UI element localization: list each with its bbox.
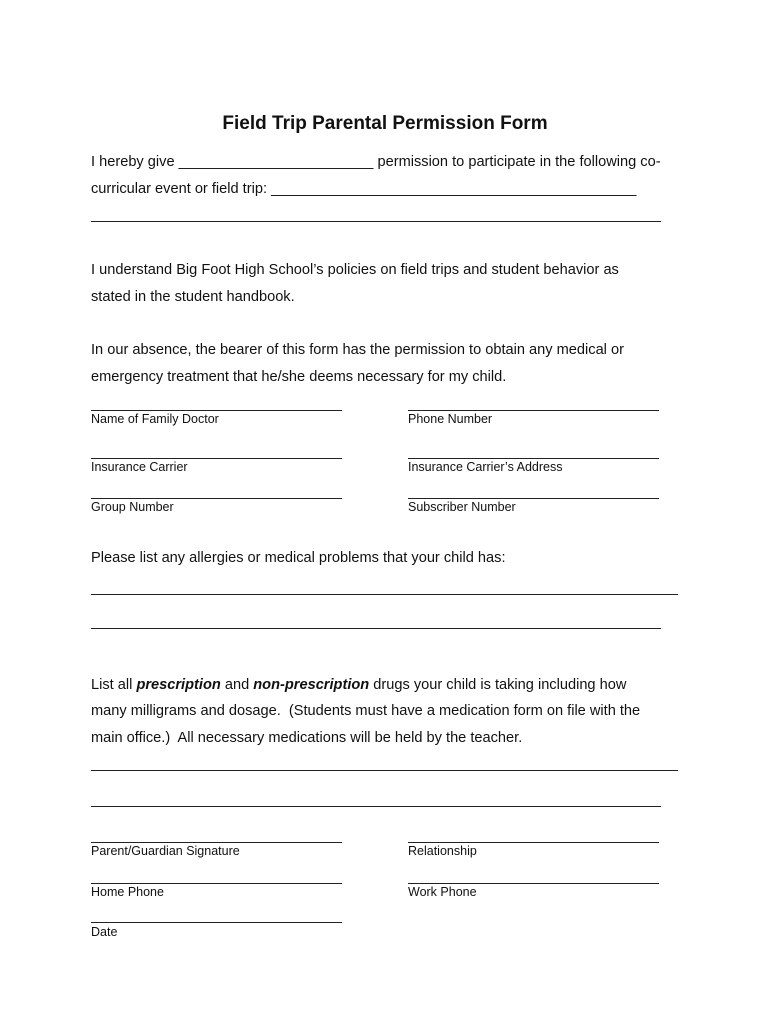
- insurance-carrier-line[interactable]: [91, 458, 342, 459]
- drugs-suffix: drugs your child is taking including how: [373, 677, 627, 693]
- date-line[interactable]: [91, 922, 342, 923]
- drugs-text-line-2: many milligrams and dosage. (Students must have a medication form on file with the: [91, 703, 641, 719]
- event-prefix: curricular event or field trip:: [91, 181, 268, 197]
- permission-suffix: permission to participate in the following co-: [377, 154, 661, 170]
- phone-number-label: Phone Number: [408, 412, 493, 426]
- student-name-blank[interactable]: ________________________: [178, 154, 374, 170]
- home-phone-line[interactable]: [91, 883, 342, 884]
- work-phone-line[interactable]: [408, 883, 659, 884]
- permission-line-1: [91, 154, 661, 170]
- group-number-label: Group Number: [91, 500, 174, 514]
- drugs-text-line-1: [91, 677, 626, 693]
- page-title: Field Trip Parental Permission Form: [222, 113, 548, 134]
- home-phone-label: Home Phone: [91, 885, 164, 899]
- family-doctor-line[interactable]: [91, 410, 342, 411]
- drugs-prefix: List all: [91, 677, 133, 693]
- policy-text-line-2: stated in the student handbook.: [91, 289, 295, 305]
- event-blank[interactable]: _____________________________________________: [271, 181, 637, 197]
- non-prescription-emphasis: non-prescription: [253, 677, 370, 693]
- permission-prefix: I hereby give: [91, 154, 175, 170]
- permission-line-2: [91, 181, 636, 197]
- event-continuation-line[interactable]: [91, 221, 661, 222]
- allergies-line-1[interactable]: [91, 594, 678, 595]
- subscriber-number-line[interactable]: [408, 498, 659, 499]
- relationship-line[interactable]: [408, 842, 659, 843]
- parent-signature-line[interactable]: [91, 842, 342, 843]
- drugs-and: and: [224, 677, 250, 693]
- subscriber-number-label: Subscriber Number: [408, 500, 516, 514]
- work-phone-label: Work Phone: [408, 885, 477, 899]
- group-number-line[interactable]: [91, 498, 342, 499]
- absence-text-line-1: In our absence, the bearer of this form has the permission to obtain any medical or: [91, 342, 624, 358]
- parent-signature-label: Parent/Guardian Signature: [91, 844, 240, 858]
- allergies-prompt: Please list any allergies or medical problems that your child has:: [91, 550, 506, 566]
- prescription-emphasis: prescription: [136, 677, 221, 693]
- medications-line-2[interactable]: [91, 806, 661, 807]
- policy-text-line-1: I understand Big Foot High School’s policies on field trips and student behavior as: [91, 262, 619, 278]
- insurance-address-label: Insurance Carrier’s Address: [408, 460, 563, 474]
- family-doctor-label: Name of Family Doctor: [91, 412, 219, 426]
- phone-number-line[interactable]: [408, 410, 659, 411]
- insurance-carrier-label: Insurance Carrier: [91, 460, 188, 474]
- relationship-label: Relationship: [408, 844, 477, 858]
- allergies-line-2[interactable]: [91, 628, 661, 629]
- medications-line-1[interactable]: [91, 770, 678, 771]
- drugs-text-line-3: main office.) All necessary medications will be held by the teacher.: [91, 730, 523, 746]
- insurance-address-line[interactable]: [408, 458, 659, 459]
- date-label: Date: [91, 925, 118, 939]
- absence-text-line-2: emergency treatment that he/she deems necessary for my child.: [91, 369, 507, 385]
